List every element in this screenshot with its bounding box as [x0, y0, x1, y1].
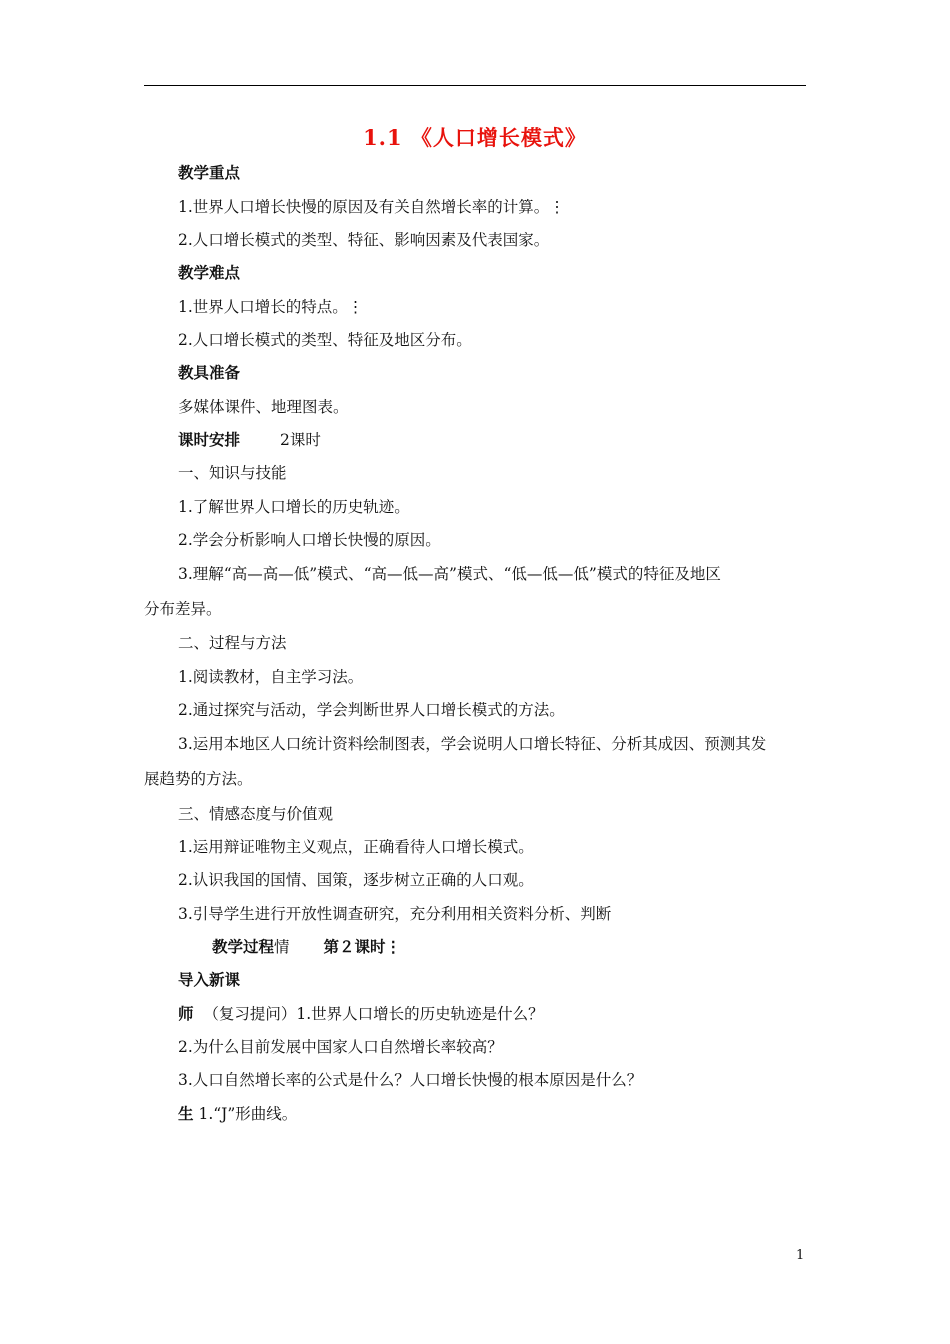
difficult-point-1: 1.世界人口增长的特点。⋮	[178, 298, 364, 316]
process-line	[212, 937, 401, 957]
difficult-points-heading: 教学难点	[178, 263, 241, 282]
objective-3-item-2: 2.认识我国的国情、国策，逐步树立正确的人口观。	[178, 871, 534, 889]
page-title: 1.1 《人口增长模式》	[363, 125, 587, 150]
schedule-value: 2课时	[280, 431, 321, 449]
objective-2-item-3: 3.运用本地区人口统计资料绘制图表，学会说明人口增长特征、分析其成因、预测其发	[178, 735, 767, 753]
objective-3-item-1: 1.运用辩证唯物主义观点，正确看待人口增长模式。	[178, 838, 534, 856]
objective-1-item-3-continued: 分布差异。	[144, 600, 222, 618]
lesson-label: 第２课时⋮	[323, 937, 402, 956]
objective-2-item-2: 2.通过探究与活动，学会判断世界人口增长模式的方法。	[178, 701, 565, 719]
student-label: 生	[178, 1104, 194, 1123]
process-heading: 教学过程	[212, 937, 275, 956]
process-suffix: 情	[274, 938, 290, 956]
teacher-question-1-line	[178, 1004, 544, 1024]
objective-2-heading: 二、过程与方法	[178, 634, 287, 652]
teacher-question-1: （复习提问）1.世界人口增长的历史轨迹是什么？	[203, 1005, 544, 1023]
difficult-point-2: 2.人口增长模式的类型、特征及地区分布。	[178, 331, 472, 349]
header-rule	[144, 85, 806, 86]
student-answer-line	[178, 1104, 297, 1124]
schedule-heading: 课时安排	[178, 430, 241, 449]
student-answer-1: 1.“J”形曲线。	[198, 1105, 298, 1123]
objective-2-item-1: 1.阅读教材，自主学习法。	[178, 668, 364, 686]
key-points-heading: 教学重点	[178, 163, 241, 182]
intro-heading: 导入新课	[178, 970, 241, 989]
tools-heading: 教具准备	[178, 363, 241, 382]
key-point-2: 2.人口增长模式的类型、特征、影响因素及代表国家。	[178, 231, 550, 249]
page-number: 1	[796, 1248, 805, 1263]
tools-text: 多媒体课件、地理图表。	[178, 398, 349, 416]
objective-3-heading: 三、情感态度与价值观	[178, 805, 334, 823]
schedule-line	[178, 430, 321, 450]
teacher-label: 师	[178, 1004, 194, 1023]
objective-2-item-3-continued: 展趋势的方法。	[144, 770, 253, 788]
objective-1-item-1: 1.了解世界人口增长的历史轨迹。	[178, 498, 410, 516]
objective-1-item-2: 2.学会分析影响人口增长快慢的原因。	[178, 531, 441, 549]
objective-1-item-3: 3.理解“高—高—低”模式、“高—低—高”模式、“低—低—低”模式的特征及地区	[178, 565, 721, 583]
key-point-1: 1.世界人口增长快慢的原因及有关自然增长率的计算。⋮	[178, 198, 565, 216]
objective-1-heading: 一、知识与技能	[178, 464, 287, 482]
teacher-question-2: 2.为什么目前发展中国家人口自然增长率较高？	[178, 1038, 503, 1056]
teacher-question-3: 3.人口自然增长率的公式是什么？人口增长快慢的根本原因是什么？	[178, 1071, 643, 1089]
objective-3-item-3: 3.引导学生进行开放性调查研究，充分利用相关资料分析、判断	[178, 905, 612, 923]
